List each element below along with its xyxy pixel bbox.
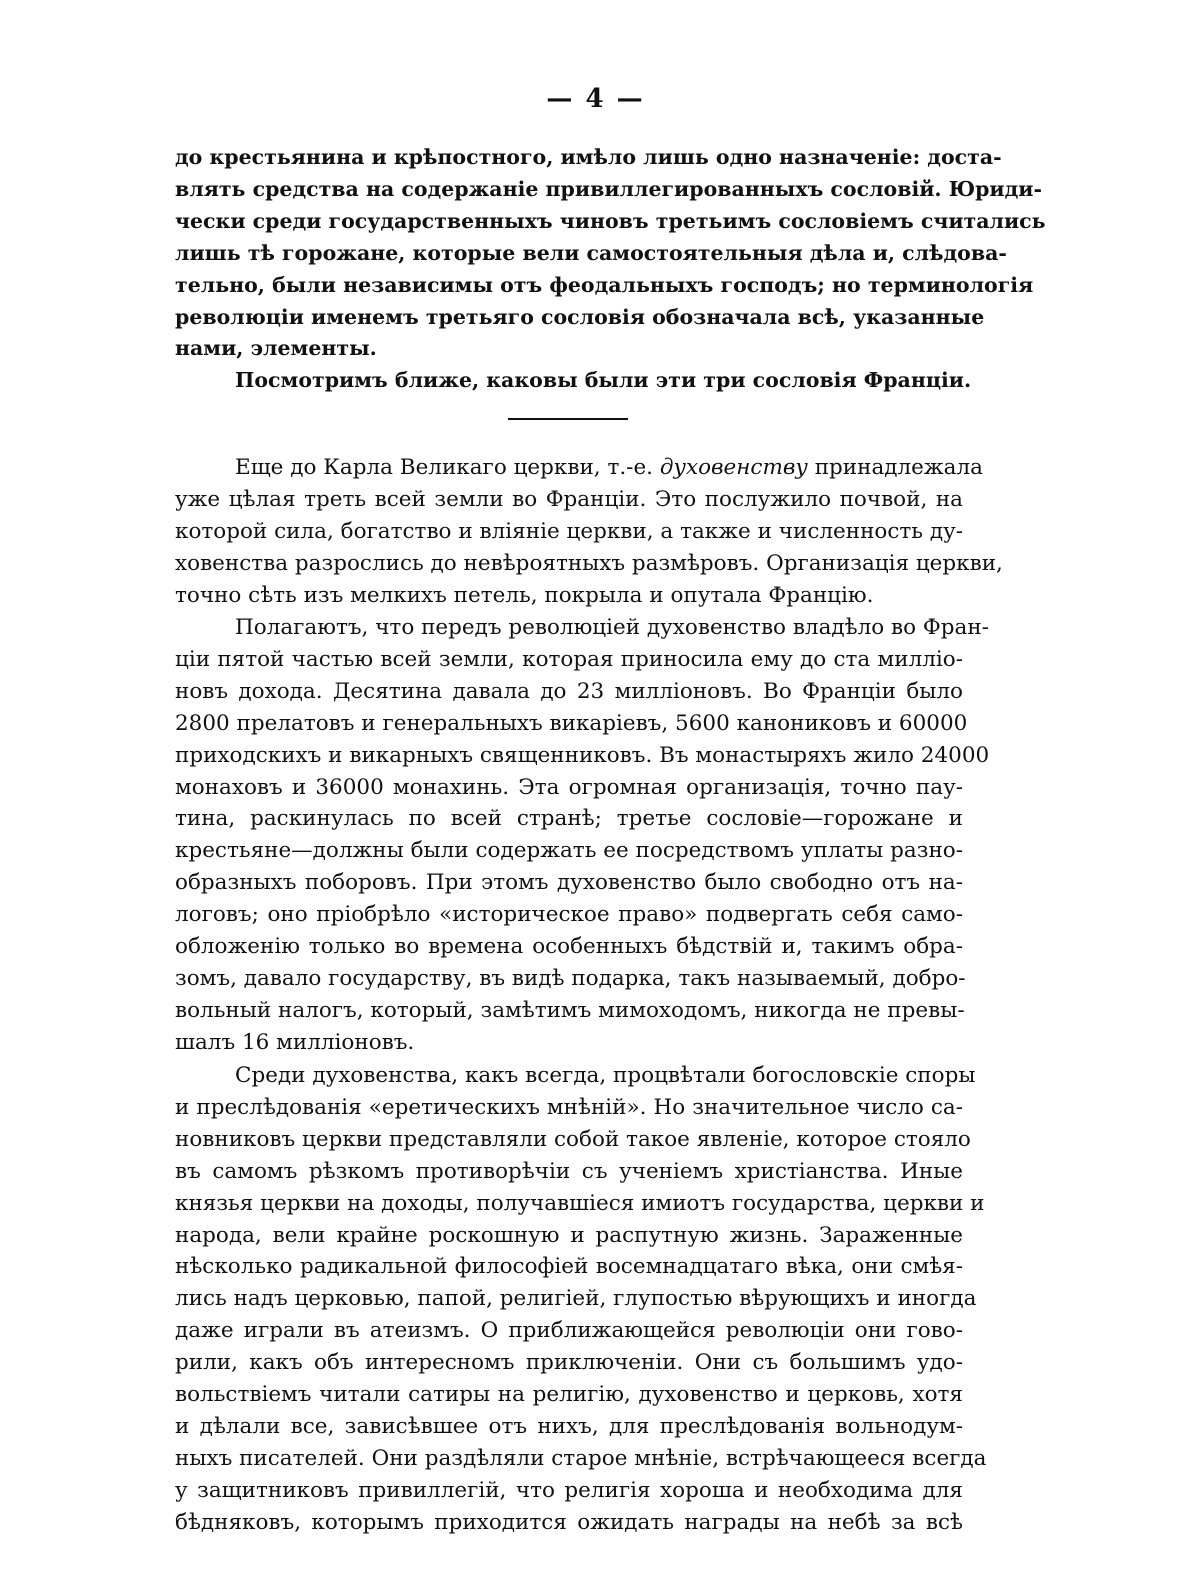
text-line: которой сила, богатство и вліяніе церкви, а также и численность ду- xyxy=(175,518,963,544)
text-line: бѣдняковъ, которымъ приходится ожидать награды на небѣ за всѣ xyxy=(175,1509,963,1535)
text-line: князья церкви на доходы, получавшіеся имиотъ государства, церкви и xyxy=(175,1190,985,1216)
text-line: рили, какъ объ интересномъ приключеніи. Они съ большимъ удо- xyxy=(175,1350,963,1376)
text-line: зомъ, давало государству, въ видѣ подарка, такъ называемый, добро- xyxy=(175,965,966,991)
text-line: вольный налогъ, который, замѣтимъ мимоходомъ, никогда не превы- xyxy=(175,997,965,1023)
top-section xyxy=(175,142,1046,397)
text-line: ціи пятой частью всей земли, которая приносила ему до ста милліо- xyxy=(175,646,963,672)
text-line: обложенію только во времена особенныхъ бѣдствій и, такимъ обра- xyxy=(175,934,963,960)
text-line: крестьяне—должны были содержать ее посредствомъ уплаты разно- xyxy=(175,838,963,864)
text-line: шалъ 16 милліоновъ. xyxy=(175,1029,415,1055)
text-line: народа, вели крайне роскошную и распутную жизнь. Зараженные xyxy=(175,1222,963,1248)
text-line: Среди духовенства, какъ всегда, процвѣтали богословскіе споры xyxy=(235,1063,976,1088)
section-divider xyxy=(508,418,628,420)
text-line: и преслѣдованія «еретическихъ мнѣній». Но значительное число са- xyxy=(175,1094,963,1120)
text-line: ховенства разрослись до невѣроятныхъ размѣровъ. Организація церкви, xyxy=(175,550,1003,576)
text-run: Еще до Карла Великаго церкви, т.-е. xyxy=(235,455,654,480)
text-line: у защитниковъ привиллегій, что религія хороша и необходима для xyxy=(175,1477,963,1503)
text-line: лишь тѣ горожане, которые вели самостоятельныя дѣла и, слѣдова- xyxy=(175,240,1007,265)
text-line: нѣсколько радикальной философіей восемнадцатаго вѣка, они смѣя- xyxy=(175,1254,963,1280)
text-line: до крестьянина и крѣпостного, имѣло лишь одно назначеніе: доста- xyxy=(175,145,1002,169)
text-line: точно сѣть изъ мелкихъ петель, покрыла и опутала Францію. xyxy=(175,582,874,608)
text-line: новниковъ церкви представляли собой такое явленіе, которое стояло xyxy=(175,1126,971,1152)
paragraph-1 xyxy=(175,452,1003,612)
italic-term: духовенству xyxy=(659,455,808,480)
text-line: нами, элементы. xyxy=(175,336,377,361)
text-line: и дѣлали все, зависѣвшее отъ нихъ, для преслѣдованія вольнодум- xyxy=(175,1413,963,1439)
page-number: — 4 — xyxy=(546,84,645,114)
text-line: въ самомъ рѣзкомъ противорѣчіи съ ученіемъ христіанства. Иные xyxy=(175,1158,963,1184)
text-line: тина, раскинулась по всей странѣ; третье сословіе—горожане и xyxy=(175,806,963,832)
text-line: 2800 прелатовъ и генеральныхъ викаріевъ, 5600 канониковъ и 60000 xyxy=(175,710,968,736)
text-line: монаховъ и 36000 монахинь. Эта огромная организація, точно пау- xyxy=(175,774,963,800)
section-closing-line: Посмотримъ ближе, каковы были эти три сословія Франціи. xyxy=(235,368,972,393)
text-line: революціи именемъ третьяго сословія обозначала всѣ, указанные xyxy=(175,304,985,329)
text-line: приходскихъ и викарныхъ священниковъ. Въ монастыряхъ жило 24000 xyxy=(175,742,990,768)
text-line: лись надъ церковью, папой, религіей, глупостью вѣрующихъ и иногда xyxy=(175,1286,977,1312)
text-line: уже цѣлая треть всей земли во Франціи. Это послужило почвой, на xyxy=(175,486,963,512)
text-line: тельно, были независимы отъ феодальныхъ господъ; но терминологія xyxy=(175,272,1034,297)
text-line: Полагаютъ, что передъ революціей духовенство владѣло во Фран- xyxy=(235,615,989,640)
text-run: принадлежала xyxy=(814,455,983,480)
text-line: новъ дохода. Десятина давала до 23 милліоновъ. Во Франціи было xyxy=(175,678,963,704)
text-line: логовъ; оно пріобрѣло «историческое право» подвергать себя само- xyxy=(175,902,963,928)
text-line: даже играли въ атеизмъ. О приближающейся революціи они гово- xyxy=(175,1318,963,1344)
text-line: ныхъ писателей. Они раздѣляли старое мнѣніе, встрѣчающееся всегда xyxy=(175,1445,987,1471)
paragraph-2 xyxy=(175,612,990,1059)
text-line: образныхъ поборовъ. При этомъ духовенство было свободно отъ на- xyxy=(175,870,963,896)
paragraph-3 xyxy=(175,1060,987,1539)
text-line: чески среди государственныхъ чиновъ третьимъ сословіемъ считались xyxy=(175,208,1046,233)
text-line: влять средства на содержаніе привиллегированныхъ сословій. Юриди- xyxy=(175,176,1043,201)
text-line: вольствіемъ читали сатиры на религію, духовенство и церковь, хотя xyxy=(175,1382,963,1408)
text-line xyxy=(175,452,983,484)
